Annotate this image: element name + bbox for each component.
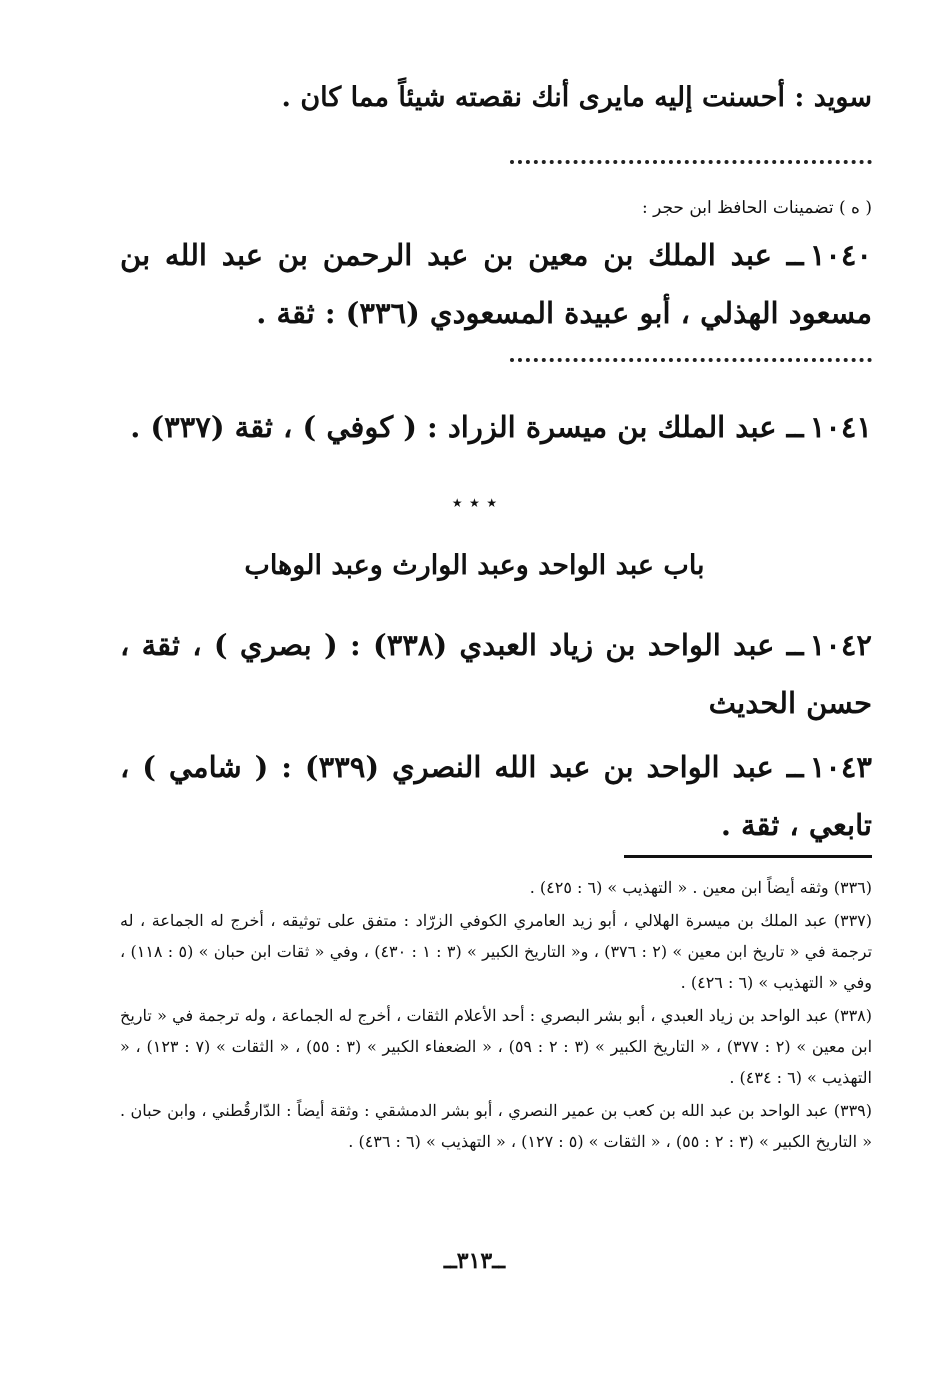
footnotes <box>120 872 872 1159</box>
entry-number: ١٠٤٣ <box>809 750 872 784</box>
dotted-separator <box>510 358 872 366</box>
footnote-rule <box>624 855 872 858</box>
sub-note: ( ه ) تضمينات الحافظ ابن حجر : <box>641 198 872 218</box>
entry-text: ــ عبد الواحد بن زياد العبدي (٣٣٨) : ( بصري ) ، ثقة ، حسن الحديث <box>120 628 872 720</box>
section-stars: ٭ ٭ ٭ <box>451 490 498 514</box>
footnote-338: (٣٣٨) عبد الواحد بن زياد العبدي ، أبو بشر البصري : أحد الأعلام الثقات ، أخرج له الجماعة ، وله ترجمة في « تاريخ ابن معين » (٢ : ٣٧٧) ، « التاريخ الكبير » (٣ : ٢ : ٥٩) ، « الضعفاء الكبير » (٣ : ٥٥) ، « الثقات » (٧ : ١٢٣) ، « التهذيب » (٦ : ٤٣٤) . <box>120 1006 873 1087</box>
intro-line: سويد : أحسنت إليه مايرى أنك نقصته شيئاً مما كان . <box>281 82 872 113</box>
entry-number: ١٠٤٠ <box>809 238 872 272</box>
entry-1040 <box>120 226 872 342</box>
footnote-336: (٣٣٦) وثقه أيضاً ابن معين . « التهذيب » (٦ : ٤٢٥) . <box>529 878 872 897</box>
entry-1042 <box>120 616 872 732</box>
footnote-339: (٣٣٩) عبد الواحد بن عبد الله بن كعب بن عمير النصري ، أبو بشر الدمشقي : وثقة أيضاً : الدّارقُطني ، وابن حبان . « التاريخ الكبير » (٣ : ٢ : ٥٥) ، « الثقات » (٥ : ١٢٧) ، « التهذيب » (٦ : ٤٣٦) . <box>120 1101 872 1151</box>
entry-1043 <box>120 738 872 854</box>
entry-text: ــ عبد الملك بن ميسرة الزراد : ( كوفي ) ، ثقة (٣٣٧) . <box>130 410 804 444</box>
footnote-337: (٣٣٧) عبد الملك بن ميسرة الهلالي ، أبو زيد العامري الكوفي الزرّاد : متفق على توثيقه ، أخرج له الجماعة ، له ترجمة في « تاريخ ابن معين » (٢ : ٣٧٦) ، و« التاريخ الكبير » (٣ : ١ : ٤٣٠) ، وفي « ثقات ابن حبان » (٥ : ١١٨) ، وفي « التهذيب » (٦ : ٤٢٦) . <box>120 911 873 992</box>
entry-text: ــ عبد الواحد بن عبد الله النصري (٣٣٩) : ( شامي ) ، تابعي ، ثقة . <box>120 750 872 842</box>
dotted-separator <box>510 160 872 168</box>
entry-1041 <box>120 398 872 456</box>
entry-number: ١٠٤١ <box>809 410 872 444</box>
entry-text: ــ عبد الملك بن معين بن عبد الرحمن بن عبد الله بن مسعود الهذلي ، أبو عبيدة المسعودي (٣٣٦) : ثقة . <box>120 238 872 330</box>
page-number: ــ٣١٣ــ <box>443 1248 506 1274</box>
chapter-heading: باب عبد الواحد وعبد الوارث وعبد الوهاب <box>244 550 705 581</box>
entry-number: ١٠٤٢ <box>809 628 872 662</box>
